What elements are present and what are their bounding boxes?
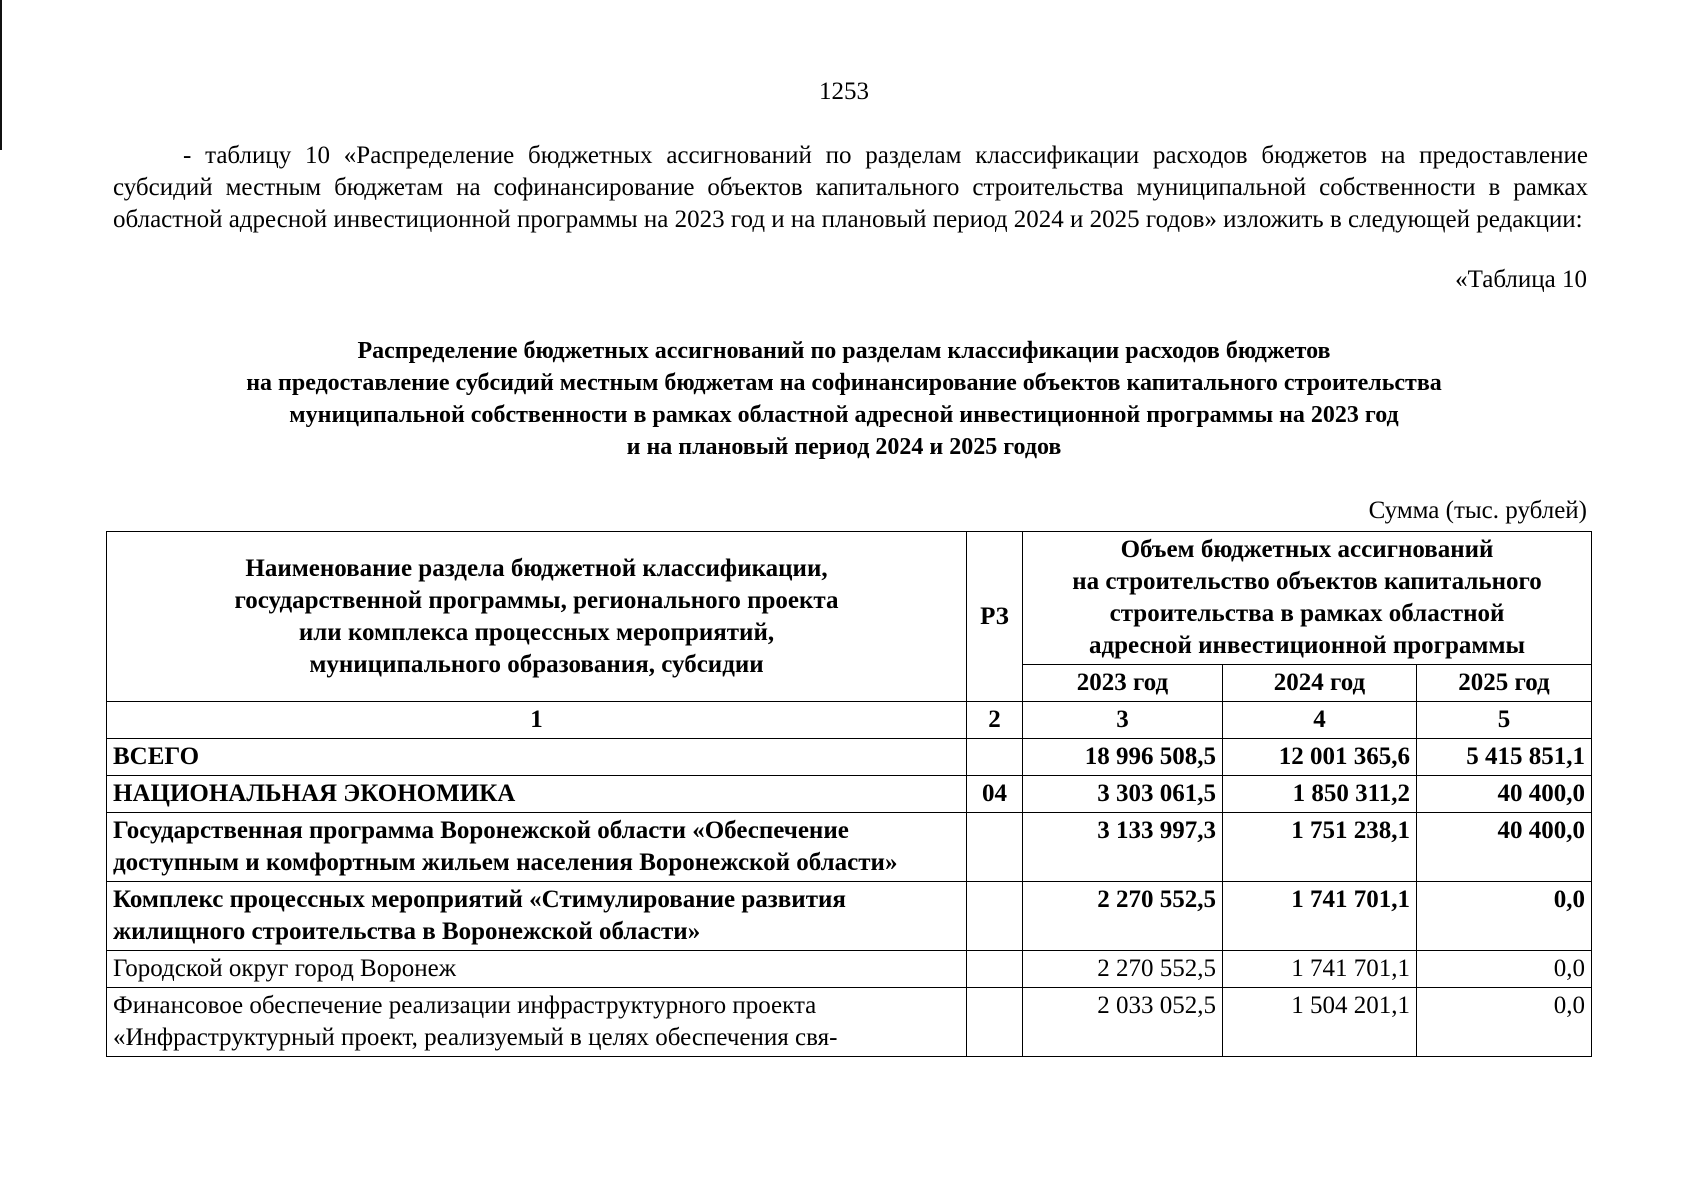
- row-value-2023: 2 270 552,5: [1023, 951, 1223, 988]
- table-row: [107, 988, 1592, 1057]
- table-row: [107, 813, 1592, 882]
- row-value-2023: 3 303 061,5: [1023, 776, 1223, 813]
- table-row: [107, 882, 1592, 951]
- table-row: [107, 951, 1592, 988]
- row-value-2025: 0,0: [1417, 988, 1592, 1057]
- row-rz: [967, 951, 1023, 988]
- column-number: 5: [1417, 702, 1592, 739]
- page-number: 1253: [819, 78, 869, 105]
- header-year-2025: 2025 год: [1417, 665, 1592, 702]
- table-title: [0, 335, 1688, 463]
- row-value-2024: 1 741 701,1: [1223, 882, 1417, 951]
- row-value-2025: 40 400,0: [1417, 776, 1592, 813]
- row-value-2024: 1 850 311,2: [1223, 776, 1417, 813]
- units-label: Сумма (тыс. рублей): [1368, 497, 1587, 524]
- row-rz: [967, 988, 1023, 1057]
- row-value-2023: 3 133 997,3: [1023, 813, 1223, 882]
- title-line: муниципальной собственности в рамках областной адресной инвестиционной программы на 2023 год: [289, 402, 1399, 428]
- header-year-2024: 2024 год: [1223, 665, 1417, 702]
- column-number: 2: [967, 702, 1023, 739]
- budget-table: [106, 531, 1592, 1057]
- row-rz: [967, 739, 1023, 776]
- row-value-2025: 0,0: [1417, 951, 1592, 988]
- row-name: НАЦИОНАЛЬНАЯ ЭКОНОМИКА: [107, 776, 967, 813]
- header-rz-cell: РЗ: [967, 532, 1023, 702]
- row-value-2024: 12 001 365,6: [1223, 739, 1417, 776]
- column-number: 4: [1223, 702, 1417, 739]
- header-year-2023: 2023 год: [1023, 665, 1223, 702]
- row-value-2024: 1 751 238,1: [1223, 813, 1417, 882]
- row-name: Финансовое обеспечение реализации инфраструктурного проекта «Инфраструктурный проект, реализуемый в целях обеспечения свя-: [107, 988, 967, 1057]
- header-name-cell: Наименование раздела бюджетной классификации, государственной программы, регионального проекта или комплекса процессных мероприятий, муниципального образования, субсидии: [107, 532, 967, 702]
- table-label: «Таблица 10: [1455, 266, 1587, 293]
- header-row: [107, 532, 1592, 665]
- row-name: Комплекс процессных мероприятий «Стимулирование развития жилищного строительства в Воронежской области»: [107, 882, 967, 951]
- row-rz: 04: [967, 776, 1023, 813]
- row-value-2023: 18 996 508,5: [1023, 739, 1223, 776]
- row-value-2023: 2 033 052,5: [1023, 988, 1223, 1057]
- row-name: ВСЕГО: [107, 739, 967, 776]
- header-volume-cell: Объем бюджетных ассигнований на строительство объектов капитального строительства в рамках областной адресной инвестиционной программы: [1023, 532, 1592, 665]
- row-rz: [967, 813, 1023, 882]
- row-value-2023: 2 270 552,5: [1023, 882, 1223, 951]
- row-value-2025: 5 415 851,1: [1417, 739, 1592, 776]
- column-numbers-row: [107, 702, 1592, 739]
- title-line: Распределение бюджетных ассигнований по разделам классификации расходов бюджетов: [357, 338, 1331, 364]
- row-name: Государственная программа Воронежской области «Обеспечение доступным и комфортным жильем населения Воронежской области»: [107, 813, 967, 882]
- title-line: и на плановый период 2024 и 2025 годов: [626, 434, 1062, 460]
- row-value-2025: 40 400,0: [1417, 813, 1592, 882]
- scan-edge-mark: [0, 0, 2, 150]
- table-row: [107, 739, 1592, 776]
- title-line: на предоставление субсидий местным бюджетам на софинансирование объектов капитального строительства: [246, 370, 1442, 396]
- column-number: 3: [1023, 702, 1223, 739]
- row-value-2024: 1 504 201,1: [1223, 988, 1417, 1057]
- table-row: [107, 776, 1592, 813]
- row-rz: [967, 882, 1023, 951]
- row-value-2024: 1 741 701,1: [1223, 951, 1417, 988]
- row-name: Городской округ город Воронеж: [107, 951, 967, 988]
- row-value-2025: 0,0: [1417, 882, 1592, 951]
- column-number: 1: [107, 702, 967, 739]
- intro-paragraph: - таблицу 10 «Распределение бюджетных ассигнований по разделам классификации расходов бюджетов на предоставление субсидий местным бюджетам на софинансирование объектов капитального строительства муниципальной собственности в рамках областной адресной инвестиционной программы на 2023 год и на плановый период 2024 и 2025 годов» изложить в следующей редакции:: [113, 142, 1588, 233]
